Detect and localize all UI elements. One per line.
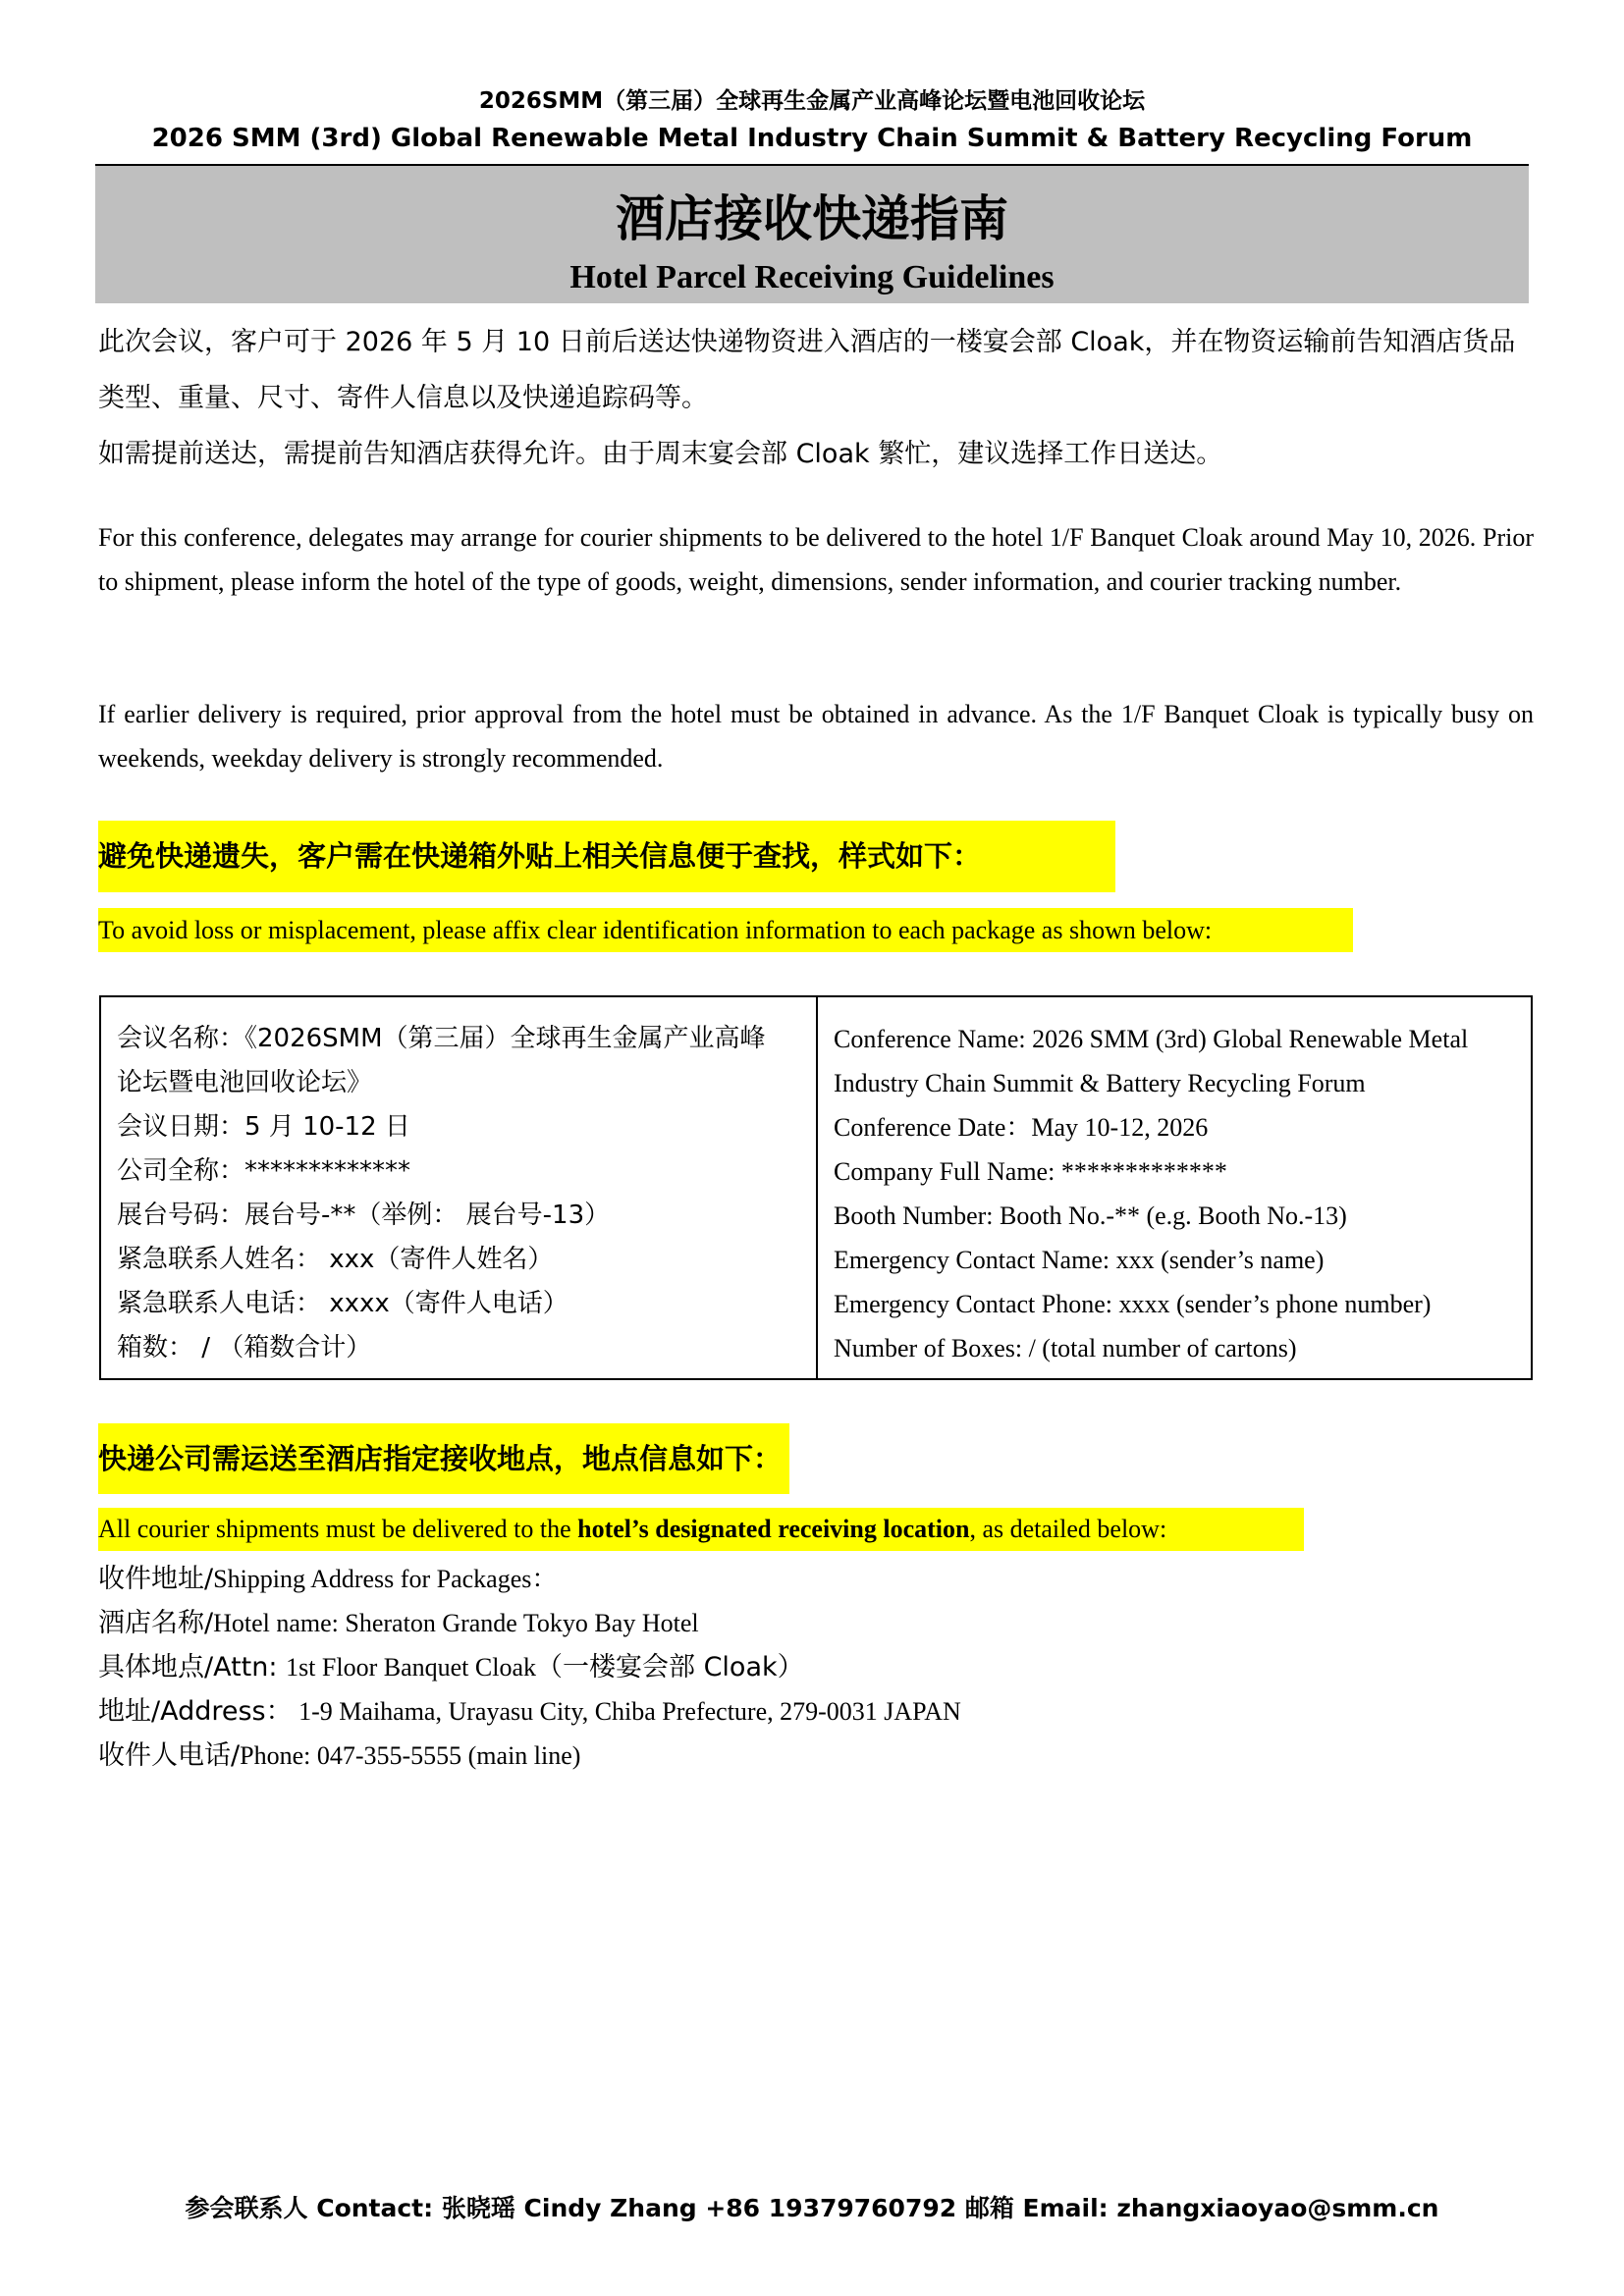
label-line-en: Industry Chain Summit & Battery Recycling Forum	[834, 1069, 1366, 1097]
page-title-zh: 酒店接收快递指南	[616, 190, 1008, 247]
label-line-zh: 展台号码：展台号-**（举例： 展台号-13）	[117, 1201, 611, 1230]
phone-label-zh: 收件人电话/	[98, 1740, 241, 1771]
hotel-label-zh: 酒店名称/	[98, 1608, 214, 1638]
label-table-en-column	[818, 997, 1531, 1378]
ship-label-zh: 收件地址/	[98, 1564, 214, 1594]
hotel-name: Hotel name: Sheraton Grande Tokyo Bay Hotel	[213, 1609, 699, 1637]
attn-line	[98, 1645, 961, 1689]
label-line-zh: 论坛暨电池回收论坛》	[117, 1068, 373, 1097]
address-line	[98, 1689, 961, 1734]
shipping-address-block	[98, 1557, 961, 1778]
attn-location-zh: （一楼宴会部 Cloak）	[536, 1652, 804, 1682]
header-title-zh: 2026SMM（第三届）全球再生金属产业高峰论坛暨电池回收论坛	[478, 88, 1146, 114]
label-line-zh: 会议名称：《2026SMM（第三届）全球再生金属产业高峰	[117, 1024, 766, 1053]
hotel-name-line	[98, 1601, 961, 1645]
shipping-address-line	[98, 1557, 961, 1601]
label-line-en: Conference Date：May 10-12, 2026	[834, 1113, 1209, 1142]
header-title-en: 2026 SMM (3rd) Global Renewable Metal Industry Chain Summit & Battery Recycling Forum	[151, 124, 1473, 153]
label-line-zh: 会议日期：5 月 10-12 日	[117, 1112, 410, 1142]
label-line-zh: 紧急联系人姓名： xxx（寄件人姓名）	[117, 1245, 554, 1274]
intro-paragraph-en-2: If earlier delivery is required, prior approval from the hotel must be obtained in advance. As the 1/F Banquet Cloak is typically busy on weekends, weekday delivery is strongly recommended.	[98, 700, 1534, 773]
label-line-en: Company Full Name: *************	[834, 1157, 1227, 1186]
attn-label: 具体地点/Attn:	[98, 1652, 287, 1682]
footer-contact: 参会联系人 Contact: 张晓瑶 Cindy Zhang +86 19379760792 邮箱 Email: zhangxiaoyao@smm.cn	[185, 2194, 1439, 2222]
label-line-en: Emergency Contact Name: xxx (sender’s name)	[834, 1246, 1325, 1274]
heading-en-bold: hotel’s designated receiving location	[577, 1515, 970, 1543]
label-line-zh: 箱数： / （箱数合计）	[117, 1333, 372, 1362]
heading-en-post: , as detailed below:	[969, 1515, 1167, 1543]
phone-value: Phone: 047-355-5555 (main line)	[240, 1741, 581, 1770]
label-line-en: Booth Number: Booth No.-** (e.g. Booth No.-13)	[834, 1201, 1347, 1230]
label-section-heading-zh: 避免快递遗失，客户需在快递箱外贴上相关信息便于查找，样式如下：	[98, 821, 1115, 892]
intro-paragraph-zh-2: 如需提前送达，需提前告知酒店获得允许。由于周末宴会部 Cloak 繁忙，建议选择工作日送达。	[98, 439, 1223, 469]
delivery-section-heading-zh: 快递公司需运送至酒店指定接收地点，地点信息如下：	[98, 1423, 789, 1494]
page-title-en: Hotel Parcel Receiving Guidelines	[569, 259, 1055, 295]
package-label-table	[99, 995, 1533, 1380]
attn-location: 1st Floor Banquet Cloak	[286, 1653, 536, 1682]
phone-line	[98, 1734, 961, 1778]
address-value: 1-9 Maihama, Urayasu City, Chiba Prefecture, 279-0031 JAPAN	[292, 1697, 961, 1726]
title-banner	[95, 166, 1529, 303]
label-line-zh: 公司全称：*************	[117, 1156, 411, 1186]
intro-paragraph-zh-1: 此次会议，客户可于 2026 年 5 月 10 日前后送达快递物资进入酒店的一楼宴会部 Cloak，并在物资运输前告知酒店货品类型、重量、尺寸、寄件人信息以及快递追踪码等。	[98, 327, 1516, 413]
label-table-zh-column	[101, 997, 818, 1378]
label-line-en: Conference Name: 2026 SMM (3rd) Global Renewable Metal	[834, 1025, 1469, 1053]
label-line-en: Number of Boxes: / (total number of cartons)	[834, 1334, 1297, 1362]
intro-paragraph-en-1: For this conference, delegates may arrange for courier shipments to be delivered to the hotel 1/F Banquet Cloak around May 10, 2026. Prior to shipment, please inform the hotel of the type of goods, weight, dimensions, sender information, and courier tracking number.	[98, 523, 1534, 596]
label-line-zh: 紧急联系人电话： xxxx（寄件人电话）	[117, 1289, 568, 1318]
address-label: 地址/Address：	[98, 1696, 293, 1727]
delivery-section-heading-en	[98, 1508, 1304, 1551]
label-line-en: Emergency Contact Phone: xxxx (sender’s phone number)	[834, 1290, 1432, 1318]
heading-en-pre: All courier shipments must be delivered to the	[98, 1515, 578, 1543]
ship-label-en: Shipping Address for Packages：	[213, 1565, 558, 1593]
label-section-heading-en: To avoid loss or misplacement, please affix clear identification information to each package as shown below:	[98, 908, 1353, 952]
